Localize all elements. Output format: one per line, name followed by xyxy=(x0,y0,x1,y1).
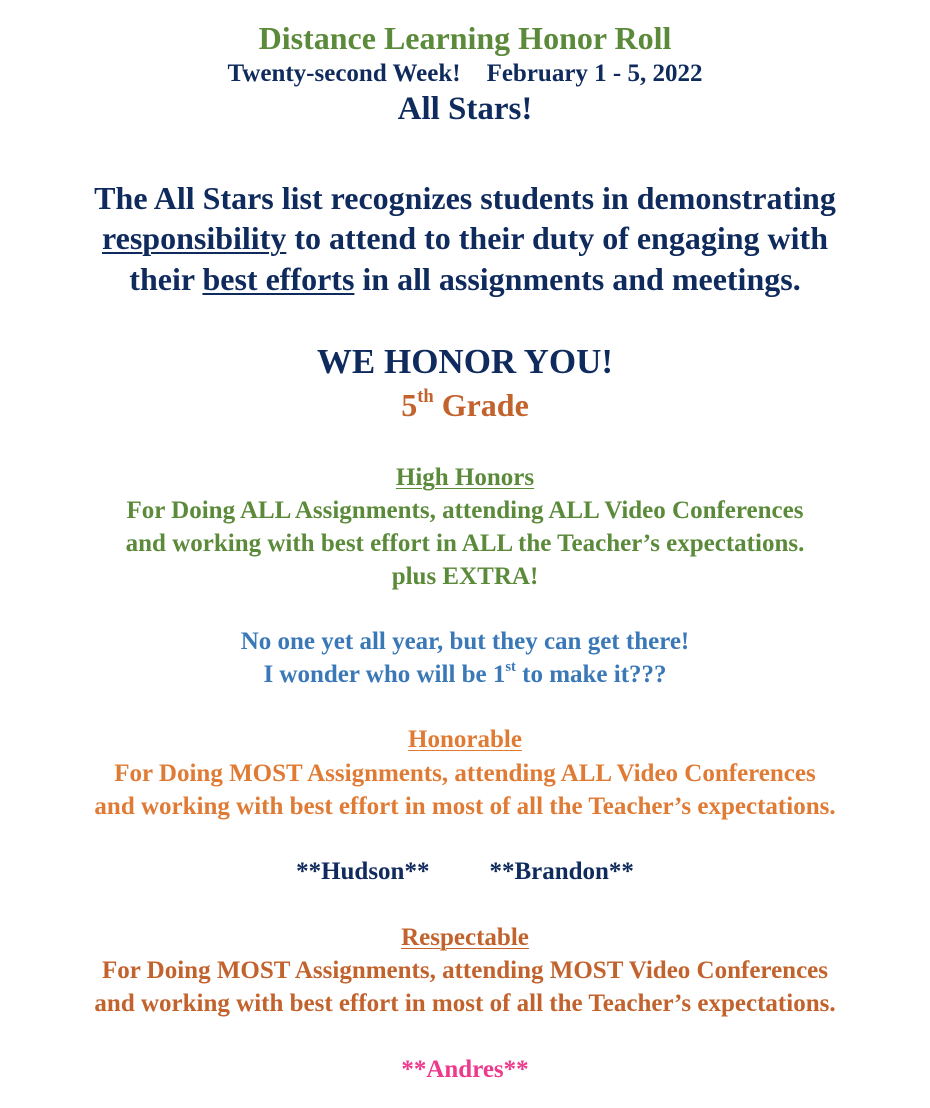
honorable-line-1: For Doing MOST Assignments, attending ALL Video Conferences xyxy=(114,760,816,787)
honorable-heading: Honorable xyxy=(408,726,522,753)
note-2-post: to make it??? xyxy=(515,661,667,688)
student-name: **Andres** xyxy=(401,1056,529,1083)
all-stars-heading: All Stars! xyxy=(397,91,533,127)
high-honors-heading: High Honors xyxy=(395,464,535,491)
we-honor-you-heading: WE HONOR YOU! xyxy=(316,342,614,381)
intro-line-2-rest: to attend to their duty of engaging with xyxy=(286,220,828,256)
week-label: Twenty-second Week! xyxy=(227,60,461,87)
document-title: Distance Learning Honor Roll xyxy=(258,20,672,56)
grade-heading xyxy=(0,387,930,424)
intro-line-1: The All Stars list recognizes students in demonstrating xyxy=(94,180,836,216)
student-name: **Brandon** xyxy=(489,858,634,885)
date-range: February 1 - 5, 2022 xyxy=(486,60,703,87)
grade-word: Grade xyxy=(433,387,529,423)
best-efforts-emphasis: best efforts xyxy=(202,261,355,297)
honorable-line-2: and working with best effort in most of all the Teacher’s expectations. xyxy=(94,793,836,820)
high-honors-line-2: and working with best effort in ALL the Teacher’s expectations. xyxy=(125,530,805,557)
note-2-sup: st xyxy=(505,659,516,676)
grade-number: 5 xyxy=(401,387,418,423)
intro-line-3-pre: their xyxy=(129,261,203,297)
high-honors-note-1: No one yet all year, but they can get there! xyxy=(240,628,690,655)
intro-line-2 xyxy=(0,220,930,257)
high-honors-note-2 xyxy=(0,661,930,689)
respectable-heading: Respectable xyxy=(401,924,529,951)
intro-line-3 xyxy=(0,261,930,298)
honorable-students xyxy=(0,858,930,886)
respectable-students xyxy=(0,1056,930,1084)
respectable-line-2: and working with best effort in most of all the Teacher’s expectations. xyxy=(94,990,836,1017)
respectable-line-1: For Doing MOST Assignments, attending MOST Video Conferences xyxy=(102,957,828,984)
responsibility-emphasis: responsibility xyxy=(102,220,287,256)
note-2-pre: I wonder who will be 1 xyxy=(263,661,506,688)
grade-suffix: th xyxy=(417,386,434,408)
week-and-dates xyxy=(0,60,930,88)
student-name: **Hudson** xyxy=(296,858,430,885)
intro-line-3-rest: in all assignments and meetings. xyxy=(354,261,801,297)
high-honors-line-3: plus EXTRA! xyxy=(391,563,539,590)
high-honors-line-1: For Doing ALL Assignments, attending ALL Video Conferences xyxy=(126,497,804,524)
